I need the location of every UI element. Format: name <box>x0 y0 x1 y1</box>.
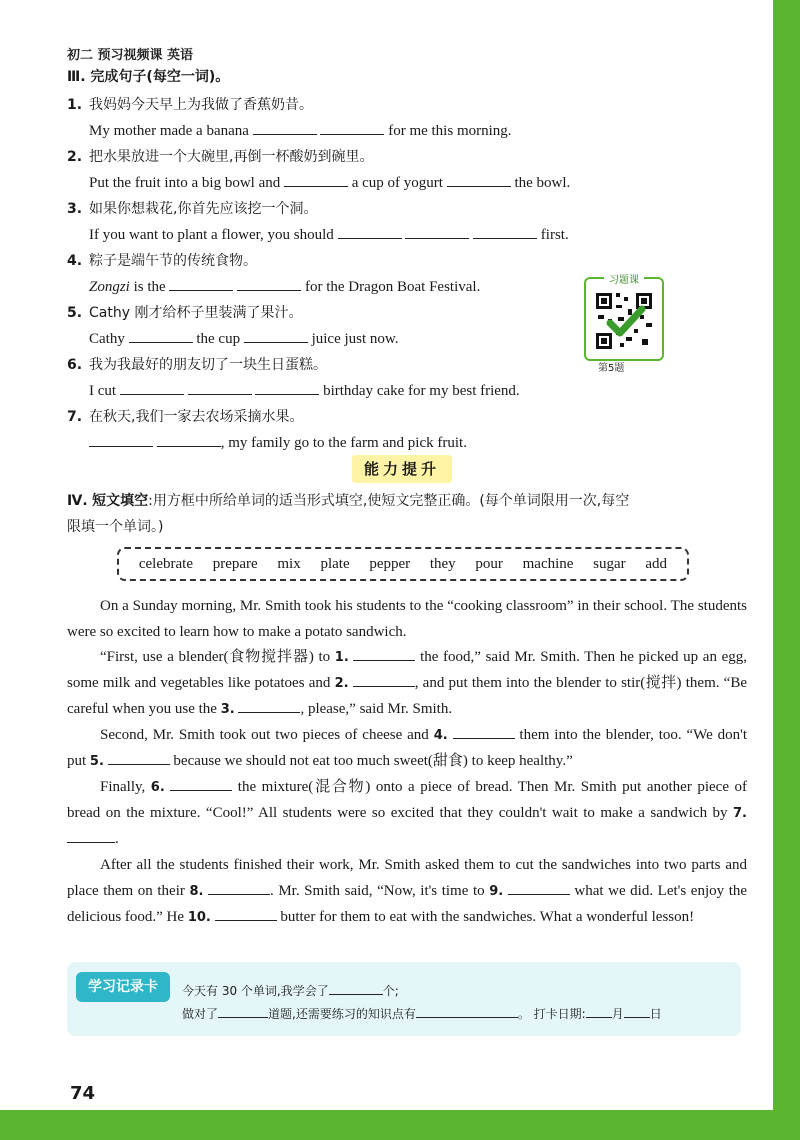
answer-blank[interactable] <box>416 1005 518 1018</box>
answer-blank[interactable] <box>447 172 511 187</box>
q4-english: Zongzi is the for the Dragon Boat Festival. <box>89 276 480 296</box>
qr-code[interactable] <box>584 277 664 361</box>
answer-blank[interactable] <box>157 432 221 447</box>
word-item: they <box>429 555 456 572</box>
word-item: pepper <box>369 555 411 572</box>
answer-blank[interactable] <box>624 1005 650 1018</box>
q2-english: Put the fruit into a big bowl and a cup of yogurt the bowl. <box>89 172 570 192</box>
answer-blank[interactable] <box>218 1005 268 1018</box>
qr-caption: 第5题 <box>598 363 625 374</box>
q3-chinese: 3. 如果你想栽花,你首先应该挖一个洞。 <box>67 201 318 217</box>
answer-blank[interactable] <box>129 328 193 343</box>
q6-chinese: 6. 我为我最好的朋友切了一块生日蛋糕。 <box>67 357 327 373</box>
answer-blank[interactable] <box>253 120 317 135</box>
passage-paragraph-5: After all the students finished their work, Mr. Smith asked them to cut the sandwiches into two parts and place them on their 8. . Mr. Smith said, “Now, it's time to 9. what we did. Let's enjoy the delicious food.” He 10. butter for them to eat with the sandwiches. What a wonderful lesson! <box>67 857 748 925</box>
q7-english: , my family go to the farm and pick fruit. <box>89 432 467 452</box>
qr-label: 习题课 <box>604 271 644 286</box>
answer-blank[interactable] <box>255 380 319 395</box>
word-box <box>117 547 689 581</box>
passage-paragraph-2: “First, use a blender(食物搅拌器) to 1. the food,” said Mr. Smith. Then he picked up an egg, some milk and vegetables like potatoes and 2. , and put them into the blender to stir(搅拌) them. “Be careful when you use the 3. , please,” said Mr. Smith. <box>67 645 747 722</box>
answer-blank[interactable] <box>237 276 301 291</box>
passage-paragraph-4: Finally, 6. the mixture(混合物) onto a piece of bread. Then Mr. Smith put another piece of bread on the mixture. “Cool!” All students were so excited that they couldn't wait to make a sandwich by 7. . <box>67 775 747 852</box>
answer-blank[interactable] <box>473 224 537 239</box>
word-item: prepare <box>212 555 258 572</box>
section-banner: 能力提升 <box>352 455 452 483</box>
word-item: sugar <box>593 555 626 572</box>
q6-english: I cut birthday cake for my best friend. <box>89 380 520 400</box>
page-number: 74 <box>70 1083 96 1104</box>
q1-english: My mother made a banana for me this morning. <box>89 120 512 140</box>
answer-blank[interactable] <box>67 828 115 843</box>
q5-chinese: 5. Cathy 刚才给杯子里装满了果汁。 <box>67 305 303 321</box>
answer-blank[interactable] <box>284 172 348 187</box>
answer-blank[interactable] <box>215 906 277 921</box>
word-item: add <box>645 555 668 572</box>
answer-blank[interactable] <box>244 328 308 343</box>
answer-blank[interactable] <box>320 120 384 135</box>
answer-blank[interactable] <box>586 1005 612 1018</box>
answer-blank[interactable] <box>170 776 232 791</box>
card-line-2: 做对了 道题,还需要练习的知识点有 。 打卡日期: 月 日 <box>182 1007 662 1021</box>
answer-blank[interactable] <box>405 224 469 239</box>
page-edge-bottom <box>0 1110 800 1140</box>
passage-paragraph-1: On a Sunday morning, Mr. Smith took his students to the “cooking classroom” in their school. The students were so excited to learn how to make a potato sandwich. <box>67 598 747 640</box>
word-item: celebrate <box>138 555 193 572</box>
q7-chinese: 7. 在秋天,我们一家去农场采摘水果。 <box>67 409 304 425</box>
word-item: mix <box>277 555 301 572</box>
q1-chinese: 1. 我妈妈今天早上为我做了香蕉奶昔。 <box>67 97 313 113</box>
study-record-tag: 学习记录卡 <box>76 972 170 1002</box>
q3-english: If you want to plant a flower, you should first. <box>89 224 569 244</box>
q2-chinese: 2. 把水果放进一个大碗里,再倒一杯酸奶到碗里。 <box>67 149 374 165</box>
answer-blank[interactable] <box>208 880 270 895</box>
section4-title-line2: 限填一个单词。) <box>67 519 164 535</box>
answer-blank[interactable] <box>238 698 300 713</box>
q4-chinese: 4. 粽子是端午节的传统食物。 <box>67 253 257 269</box>
word-item: plate <box>320 555 350 572</box>
answer-blank[interactable] <box>353 646 415 661</box>
answer-blank[interactable] <box>453 724 515 739</box>
page-header: 初二 预习视频课 英语 <box>67 48 194 63</box>
answer-blank[interactable] <box>169 276 233 291</box>
answer-blank[interactable] <box>120 380 184 395</box>
answer-blank[interactable] <box>188 380 252 395</box>
word-item: pour <box>475 555 503 572</box>
answer-blank[interactable] <box>108 750 170 765</box>
qr-code-icon <box>586 279 662 359</box>
word-item: machine <box>522 555 574 572</box>
passage-paragraph-3: Second, Mr. Smith took out two pieces of cheese and 4. them into the blender, too. “We don't put 5. because we should not eat too much sweet(甜食) to keep healthy.” <box>67 723 747 775</box>
answer-blank[interactable] <box>508 880 570 895</box>
answer-blank[interactable] <box>89 432 153 447</box>
card-line-1: 今天有 30 个单词,我学会了 个; <box>182 984 399 998</box>
page-edge-right <box>773 0 800 1140</box>
section3-title: Ⅲ. 完成句子(每空一词)。 <box>67 69 230 85</box>
answer-blank[interactable] <box>353 672 415 687</box>
answer-blank[interactable] <box>338 224 402 239</box>
section4-title: Ⅳ. 短文填空:用方框中所给单词的适当形式填空,使短文完整正确。(每个单词限用一次,每空 <box>67 493 630 509</box>
answer-blank[interactable] <box>329 982 383 995</box>
q5-english: Cathy the cup juice just now. <box>89 328 399 348</box>
